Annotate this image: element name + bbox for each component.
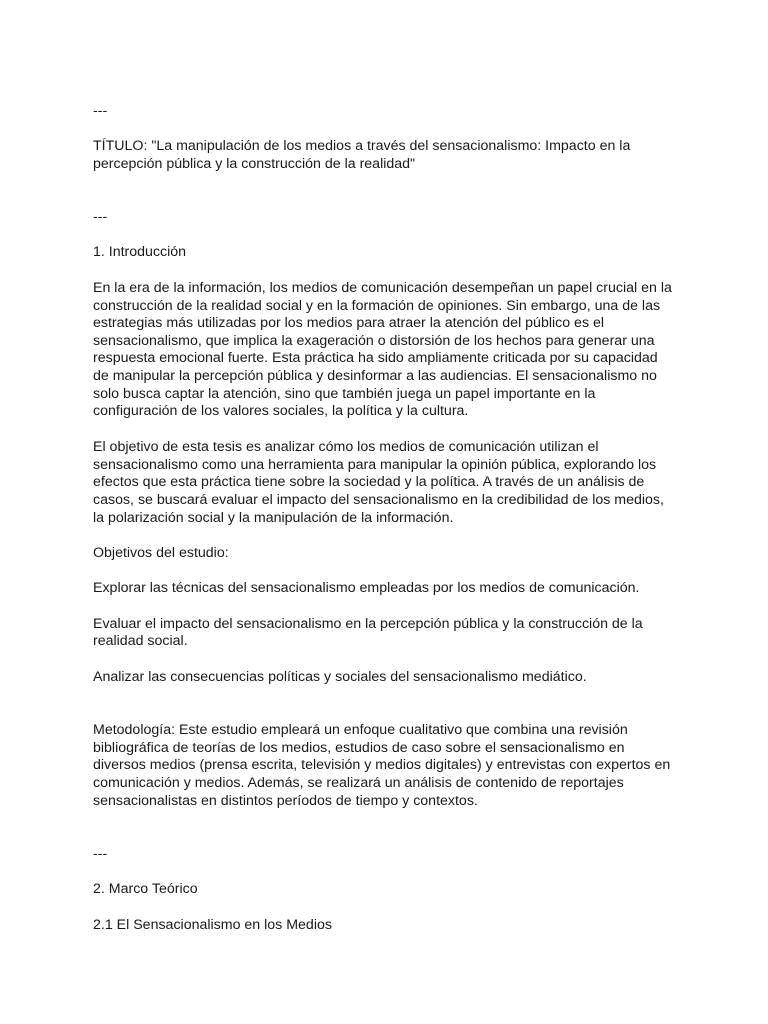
methodology-line: diversos medios (prensa escrita, televisión y medios digitales) y entrevistas con expertos en	[93, 757, 671, 773]
paragraph-line: construcción de la realidad social y en la formación de opiniones. Sin embargo, una de las	[93, 298, 661, 314]
separator-line: ---	[93, 103, 108, 119]
paragraph-line: casos, se buscará evaluar el impacto del sensacionalismo en la credibilidad de los medios,	[93, 492, 664, 508]
objective-item: realidad social.	[93, 633, 188, 649]
paragraph-line: En la era de la información, los medios de comunicación desempeñan un papel crucial en la	[93, 280, 672, 296]
section-heading: 1. Introducción	[93, 244, 187, 260]
separator-line: ---	[93, 209, 108, 225]
paragraph-line: sensacionalismo como una herramienta para manipular la opinión pública, explorando los	[93, 457, 657, 473]
title-line: percepción pública y la construcción de la realidad"	[93, 156, 416, 172]
paragraph-line: estrategias más utilizadas por los medios para atraer la atención del público es el	[93, 315, 605, 331]
paragraph-line: sensacionalismo, que implica la exageración o distorsión de los hechos para generar una	[93, 333, 655, 349]
objective-item: Explorar las técnicas del sensacionalismo empleadas por los medios de comunicación.	[93, 580, 640, 596]
paragraph-line: de manipular la percepción pública y desinformar a las audiencias. El sensacionalismo no	[93, 368, 657, 384]
section-heading: 2. Marco Teórico	[93, 881, 198, 897]
paragraph-line: respuesta emocional fuerte. Esta práctica ha sido ampliamente criticada por su capacidad	[93, 350, 658, 366]
methodology-line: Metodología: Este estudio empleará un enfoque cualitativo que combina una revisión	[93, 722, 628, 738]
subsection-heading: 2.1 El Sensacionalismo en los Medios	[93, 917, 332, 933]
paragraph-line: solo busca captar la atención, sino que también juega un papel importante en la	[93, 386, 596, 402]
objective-item: Evaluar el impacto del sensacionalismo en la percepción pública y la construcción de la	[93, 616, 643, 632]
objective-item: Analizar las consecuencias políticas y sociales del sensacionalismo mediático.	[93, 669, 587, 685]
methodology-line: sensacionalistas en distintos períodos de tiempo y contextos.	[93, 793, 478, 809]
paragraph-line: la polarización social y la manipulación de la información.	[93, 510, 454, 526]
paragraph-line: El objetivo de esta tesis es analizar cómo los medios de comunicación utilizan el	[93, 439, 599, 455]
separator-line: ---	[93, 846, 108, 862]
methodology-line: bibliográfica de teorías de los medios, estudios de caso sobre el sensacionalismo en	[93, 740, 625, 756]
paragraph-line: configuración de los valores sociales, la política y la cultura.	[93, 403, 469, 419]
objectives-heading: Objetivos del estudio:	[93, 545, 229, 561]
title-line: TÍTULO: "La manipulación de los medios a través del sensacionalismo: Impacto en la	[93, 138, 631, 154]
paragraph-line: efectos que esta práctica tiene sobre la sociedad y la política. A través de un análisis de	[93, 474, 645, 490]
methodology-line: comunicación y medios. Además, se realizará un análisis de contenido de reportajes	[93, 775, 624, 791]
